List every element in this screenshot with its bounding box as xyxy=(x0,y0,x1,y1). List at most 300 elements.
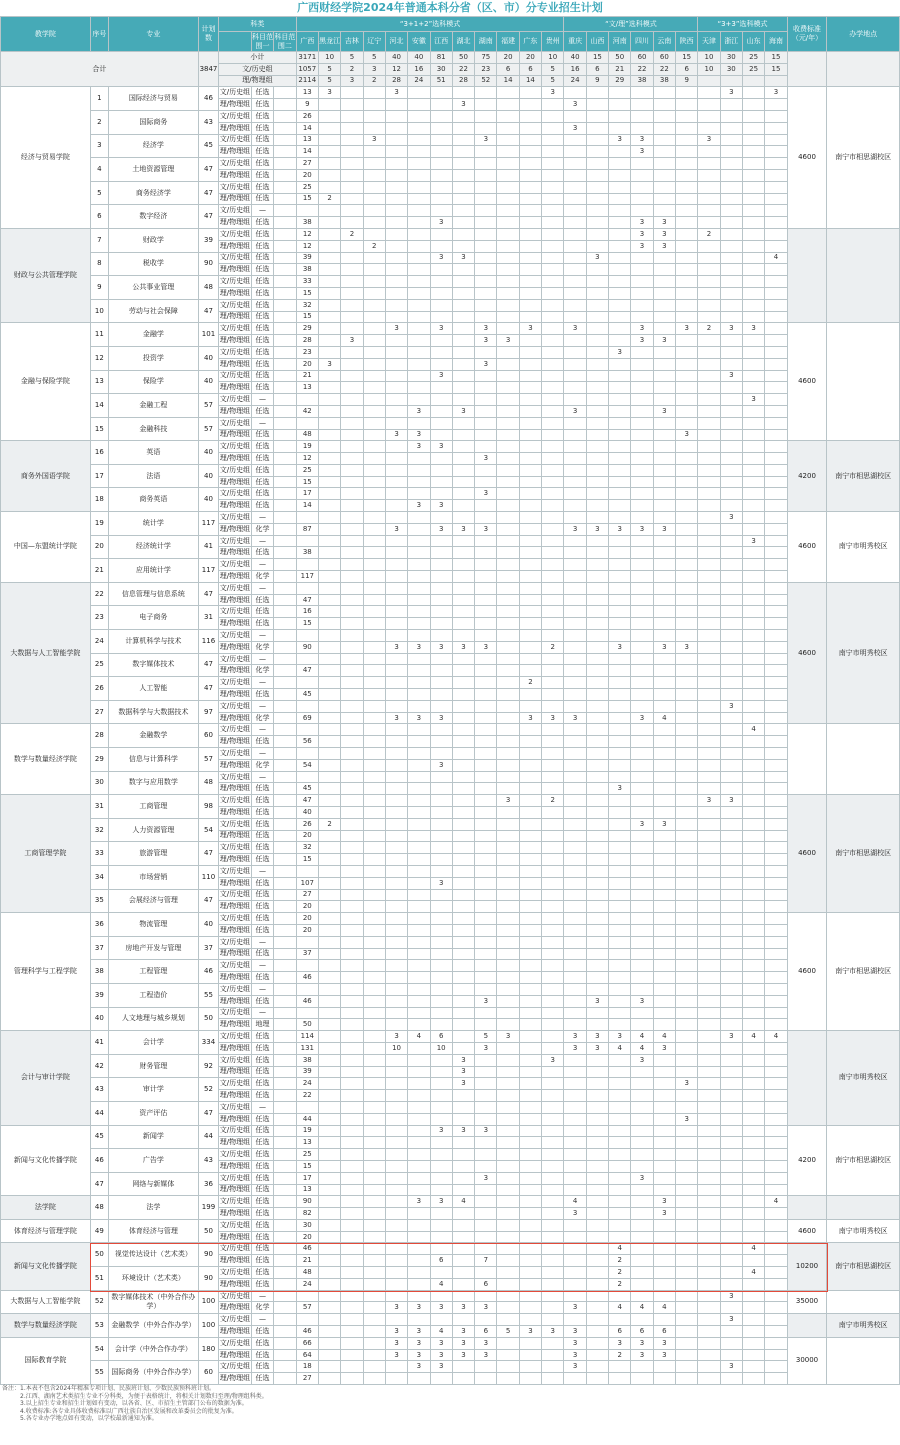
province-quota xyxy=(430,99,452,111)
province-quota xyxy=(765,582,787,594)
province-quota xyxy=(385,217,407,229)
province-quota xyxy=(542,936,564,948)
province-quota: 3 xyxy=(564,323,586,335)
header-sub1: 科目范围一 xyxy=(252,32,273,50)
province-quota xyxy=(452,1361,474,1373)
province-quota xyxy=(318,936,340,948)
province-quota xyxy=(341,181,363,193)
subject-kind: 理/物理组 xyxy=(219,995,252,1007)
subject-range-2 xyxy=(274,582,296,594)
province-quota: 23 xyxy=(296,346,318,358)
province-quota xyxy=(408,665,430,677)
province-quota xyxy=(497,1196,519,1208)
header-sub2: 科目范围二 xyxy=(274,32,296,50)
province-quota xyxy=(653,110,675,122)
province-quota xyxy=(698,1255,720,1267)
province-quota xyxy=(475,264,497,276)
province-quota xyxy=(318,830,340,842)
province-quota xyxy=(653,441,675,453)
province-quota: 3 xyxy=(430,1196,452,1208)
province-quota xyxy=(742,865,764,877)
province-quota xyxy=(318,865,340,877)
province-quota xyxy=(720,335,742,347)
province-quota xyxy=(742,1373,764,1385)
major-seq: 48 xyxy=(90,1196,108,1220)
province-quota xyxy=(408,606,430,618)
province-quota xyxy=(586,1054,608,1066)
province-quota xyxy=(452,441,474,453)
table-row xyxy=(1,181,900,193)
province-quota xyxy=(408,759,430,771)
subject-range-1: 任选 xyxy=(251,1231,273,1243)
province-quota xyxy=(430,948,452,960)
province-quota xyxy=(653,1007,675,1019)
subject-range-2 xyxy=(274,228,296,240)
province-quota: 6 xyxy=(609,1326,631,1338)
province-quota xyxy=(676,1326,698,1338)
province-quota xyxy=(408,1267,430,1279)
province-quota xyxy=(742,169,764,181)
province-quota: 3 xyxy=(698,795,720,807)
province-quota xyxy=(564,299,586,311)
major-name: 市场营销 xyxy=(109,865,199,889)
province-quota: 4 xyxy=(609,1243,631,1255)
province-quota xyxy=(363,1278,385,1290)
province-quota xyxy=(720,264,742,276)
province-quota xyxy=(452,512,474,524)
fee: 4600 xyxy=(787,512,827,583)
province-quota xyxy=(519,346,541,358)
province-quota xyxy=(497,700,519,712)
province-quota xyxy=(475,700,497,712)
province-quota xyxy=(519,87,541,99)
province-quota xyxy=(385,1196,407,1208)
province-quota xyxy=(586,476,608,488)
major-name: 工程造价 xyxy=(109,983,199,1007)
province-quota xyxy=(676,936,698,948)
province-quota xyxy=(318,1113,340,1125)
province-quota xyxy=(742,264,764,276)
subject-range-1: 任选 xyxy=(251,158,273,170)
province-quota xyxy=(653,476,675,488)
province-quota xyxy=(720,1137,742,1149)
province-quota xyxy=(631,358,653,370)
province-quota xyxy=(742,983,764,995)
province-quota xyxy=(318,476,340,488)
subject-kind: 文/历史组 xyxy=(219,417,252,429)
province-quota xyxy=(341,571,363,583)
province-quota xyxy=(497,323,519,335)
province-quota: 3 xyxy=(653,228,675,240)
province-quota xyxy=(698,1101,720,1113)
province-quota: 3 xyxy=(564,1031,586,1043)
province-quota xyxy=(341,1326,363,1338)
province-quota xyxy=(318,913,340,925)
major-name: 数字经济 xyxy=(109,205,199,229)
province-quota xyxy=(542,370,564,382)
header-province: 江西 xyxy=(430,32,452,52)
province-quota xyxy=(609,842,631,854)
province-quota xyxy=(742,936,764,948)
province-quota xyxy=(742,1231,764,1243)
province-quota xyxy=(519,193,541,205)
subject-range-2 xyxy=(274,700,296,712)
province-quota xyxy=(542,1196,564,1208)
province-quota xyxy=(318,523,340,535)
province-quota xyxy=(631,252,653,264)
province-quota xyxy=(497,689,519,701)
province-quota xyxy=(765,1373,787,1385)
major-plan: 117 xyxy=(198,512,218,536)
province-quota xyxy=(497,1373,519,1385)
province-quota xyxy=(653,99,675,111)
province-quota xyxy=(519,1019,541,1031)
province-quota xyxy=(609,712,631,724)
province-quota xyxy=(363,382,385,394)
major-plan: 47 xyxy=(198,582,218,606)
subject-range-2 xyxy=(274,653,296,665)
province-quota: 54 xyxy=(296,759,318,771)
subject-kind: 理/物理组 xyxy=(219,523,252,535)
province-quota xyxy=(609,795,631,807)
province-quota xyxy=(363,547,385,559)
province-quota xyxy=(363,1219,385,1231)
province-quota xyxy=(519,830,541,842)
province-quota xyxy=(430,488,452,500)
province-quota xyxy=(653,854,675,866)
province-quota xyxy=(676,1314,698,1326)
province-quota xyxy=(385,134,407,146)
province-quota xyxy=(698,1278,720,1290)
province-quota xyxy=(318,771,340,783)
subject-range-2 xyxy=(274,1066,296,1078)
province-quota xyxy=(653,842,675,854)
province-quota xyxy=(631,264,653,276)
major-name: 旅游管理 xyxy=(109,842,199,866)
province-quota xyxy=(475,889,497,901)
province-quota xyxy=(586,924,608,936)
table-row xyxy=(1,252,900,264)
province-quota xyxy=(586,146,608,158)
table-row xyxy=(1,228,900,240)
subject-kind: 文/历史组 xyxy=(219,110,252,122)
province-quota xyxy=(542,748,564,760)
province-quota: 4 xyxy=(653,1031,675,1043)
province-quota xyxy=(318,382,340,394)
subject-range-2 xyxy=(274,1208,296,1220)
province-quota: 3 xyxy=(385,1302,407,1314)
major-plan: 55 xyxy=(198,983,218,1007)
province-quota xyxy=(408,582,430,594)
province-quota xyxy=(430,276,452,288)
province-quota xyxy=(698,240,720,252)
province-quota xyxy=(720,1278,742,1290)
province-quota xyxy=(698,759,720,771)
province-quota xyxy=(765,146,787,158)
province-quota xyxy=(452,736,474,748)
province-quota xyxy=(586,1196,608,1208)
province-quota xyxy=(497,1314,519,1326)
province-quota xyxy=(452,960,474,972)
total-row xyxy=(1,52,900,64)
province-quota xyxy=(296,653,318,665)
header-province: 河北 xyxy=(385,32,407,52)
major-name: 财政学 xyxy=(109,228,199,252)
table-row xyxy=(1,276,900,288)
province-quota: 4 xyxy=(609,1302,631,1314)
province-quota xyxy=(609,358,631,370)
subject-kind: 理/物理组 xyxy=(219,1326,252,1338)
province-quota xyxy=(497,476,519,488)
province-quota xyxy=(676,724,698,736)
subject-range-2 xyxy=(274,547,296,559)
province-quota xyxy=(720,158,742,170)
province-quota xyxy=(542,1101,564,1113)
province-quota xyxy=(341,488,363,500)
province-quota xyxy=(385,1078,407,1090)
province-quota xyxy=(497,594,519,606)
subject-range-2 xyxy=(274,464,296,476)
province-quota xyxy=(564,1373,586,1385)
total-value: 24 xyxy=(564,75,586,87)
major-seq: 16 xyxy=(90,441,108,465)
province-quota xyxy=(363,228,385,240)
province-quota xyxy=(363,1267,385,1279)
province-quota xyxy=(341,736,363,748)
province-quota: 3 xyxy=(452,641,474,653)
subject-range-2 xyxy=(274,110,296,122)
province-quota xyxy=(542,346,564,358)
province-quota xyxy=(363,606,385,618)
province-quota: 19 xyxy=(296,441,318,453)
province-quota xyxy=(542,1113,564,1125)
province-quota: 3 xyxy=(497,1031,519,1043)
province-quota xyxy=(720,405,742,417)
province-quota xyxy=(631,641,653,653)
province-quota xyxy=(363,700,385,712)
province-quota: 3 xyxy=(564,1337,586,1349)
province-quota xyxy=(363,913,385,925)
subject-kind: 理/物理组 xyxy=(219,169,252,181)
province-quota xyxy=(765,630,787,642)
total-value: 5 xyxy=(542,63,564,75)
province-quota xyxy=(363,1196,385,1208)
major-plan: 47 xyxy=(198,181,218,205)
province-quota: 3 xyxy=(430,441,452,453)
province-quota xyxy=(296,559,318,571)
major-seq: 30 xyxy=(90,771,108,795)
province-quota xyxy=(408,523,430,535)
province-quota xyxy=(676,1290,698,1302)
subject-range-1: 任选 xyxy=(251,1054,273,1066)
major-name: 英语 xyxy=(109,441,199,465)
province-quota xyxy=(720,500,742,512)
province-quota xyxy=(564,748,586,760)
province-quota xyxy=(542,1184,564,1196)
province-quota xyxy=(631,677,653,689)
province-quota xyxy=(564,512,586,524)
province-quota xyxy=(742,630,764,642)
province-quota xyxy=(408,346,430,358)
province-quota xyxy=(497,854,519,866)
province-quota xyxy=(318,1019,340,1031)
province-quota xyxy=(631,488,653,500)
province-quota xyxy=(586,547,608,559)
province-quota xyxy=(765,901,787,913)
province-quota xyxy=(318,677,340,689)
subject-range-2 xyxy=(274,1078,296,1090)
major-seq: 27 xyxy=(90,700,108,724)
subject-range-1: 任选 xyxy=(251,807,273,819)
province-quota xyxy=(296,677,318,689)
province-quota xyxy=(452,830,474,842)
province-quota xyxy=(363,665,385,677)
major-seq: 33 xyxy=(90,842,108,866)
major-seq: 51 xyxy=(90,1267,108,1291)
province-quota xyxy=(653,287,675,299)
province-quota xyxy=(475,1090,497,1102)
province-quota xyxy=(698,264,720,276)
subject-kind: 文/历史组 xyxy=(219,1267,252,1279)
province-quota xyxy=(497,1243,519,1255)
province-quota xyxy=(341,1314,363,1326)
province-quota xyxy=(564,1160,586,1172)
province-quota xyxy=(698,311,720,323)
total-value: 22 xyxy=(452,63,474,75)
province-quota: 4 xyxy=(653,1302,675,1314)
province-quota xyxy=(765,512,787,524)
major-plan: 97 xyxy=(198,700,218,724)
province-quota xyxy=(564,689,586,701)
province-quota xyxy=(385,228,407,240)
province-quota: 3 xyxy=(653,641,675,653)
province-quota: 3 xyxy=(676,1078,698,1090)
subject-kind: 理/物理组 xyxy=(219,618,252,630)
province-quota xyxy=(609,1290,631,1302)
province-quota xyxy=(698,217,720,229)
subject-kind: 理/物理组 xyxy=(219,1160,252,1172)
province-quota xyxy=(408,889,430,901)
province-quota xyxy=(318,512,340,524)
province-quota xyxy=(497,1042,519,1054)
province-quota xyxy=(452,488,474,500)
province-quota: 3 xyxy=(408,1361,430,1373)
major-plan: 92 xyxy=(198,1054,218,1078)
province-quota xyxy=(430,865,452,877)
province-quota xyxy=(385,169,407,181)
province-quota: 3 xyxy=(609,134,631,146)
province-quota xyxy=(408,1172,430,1184)
header-province: 山东 xyxy=(742,32,764,52)
province-quota xyxy=(542,1172,564,1184)
province-quota xyxy=(318,582,340,594)
province-quota xyxy=(609,606,631,618)
province-quota xyxy=(742,877,764,889)
subject-range-2 xyxy=(274,1314,296,1326)
province-quota xyxy=(742,995,764,1007)
province-quota: 47 xyxy=(296,795,318,807)
province-quota xyxy=(698,630,720,642)
province-quota xyxy=(318,594,340,606)
province-quota xyxy=(318,535,340,547)
province-quota xyxy=(586,1255,608,1267)
province-quota xyxy=(765,1184,787,1196)
province-quota xyxy=(452,771,474,783)
province-quota xyxy=(408,134,430,146)
province-quota xyxy=(609,807,631,819)
province-quota xyxy=(341,700,363,712)
province-quota: 12 xyxy=(296,453,318,465)
major-name: 工商管理 xyxy=(109,795,199,819)
province-quota xyxy=(363,1125,385,1137)
province-quota xyxy=(363,630,385,642)
province-quota xyxy=(542,358,564,370)
province-quota xyxy=(564,417,586,429)
province-quota xyxy=(408,653,430,665)
province-quota xyxy=(631,1231,653,1243)
province-quota: 20 xyxy=(296,169,318,181)
total-value: 5 xyxy=(341,52,363,64)
province-quota: 3 xyxy=(430,523,452,535)
province-quota xyxy=(408,146,430,158)
province-quota xyxy=(385,240,407,252)
major-seq: 21 xyxy=(90,559,108,583)
province-quota xyxy=(318,1090,340,1102)
province-quota xyxy=(720,287,742,299)
province-quota: 22 xyxy=(296,1090,318,1102)
province-quota xyxy=(653,759,675,771)
province-quota xyxy=(475,712,497,724)
province-quota xyxy=(341,382,363,394)
province-quota xyxy=(385,1101,407,1113)
province-quota xyxy=(676,606,698,618)
province-quota xyxy=(385,205,407,217)
college-name: 新闻与文化传播学院 xyxy=(1,1125,91,1196)
province-quota xyxy=(318,1290,340,1302)
subject-range-1: 任选 xyxy=(251,618,273,630)
province-quota xyxy=(564,1184,586,1196)
province-quota: 56 xyxy=(296,736,318,748)
total-value: 23 xyxy=(475,63,497,75)
major-seq: 32 xyxy=(90,818,108,842)
province-quota xyxy=(408,1066,430,1078)
province-quota xyxy=(765,1007,787,1019)
province-quota xyxy=(430,995,452,1007)
province-quota xyxy=(475,1101,497,1113)
province-quota xyxy=(676,877,698,889)
subject-range-2 xyxy=(274,311,296,323)
province-quota xyxy=(318,807,340,819)
subject-kind: 文/历史组 xyxy=(219,606,252,618)
province-quota xyxy=(452,240,474,252)
subject-range-1: 化学 xyxy=(251,1302,273,1314)
province-quota: 3 xyxy=(452,1326,474,1338)
province-quota xyxy=(408,512,430,524)
province-quota xyxy=(765,429,787,441)
province-quota xyxy=(676,889,698,901)
province-quota xyxy=(363,358,385,370)
province-quota: 3 xyxy=(452,1066,474,1078)
province-quota xyxy=(742,441,764,453)
header-major: 专业 xyxy=(109,17,199,52)
province-quota xyxy=(542,1019,564,1031)
province-quota xyxy=(519,158,541,170)
province-quota: 6 xyxy=(430,1255,452,1267)
province-quota xyxy=(698,677,720,689)
province-quota: 15 xyxy=(296,287,318,299)
province-quota xyxy=(519,1054,541,1066)
province-quota xyxy=(519,960,541,972)
